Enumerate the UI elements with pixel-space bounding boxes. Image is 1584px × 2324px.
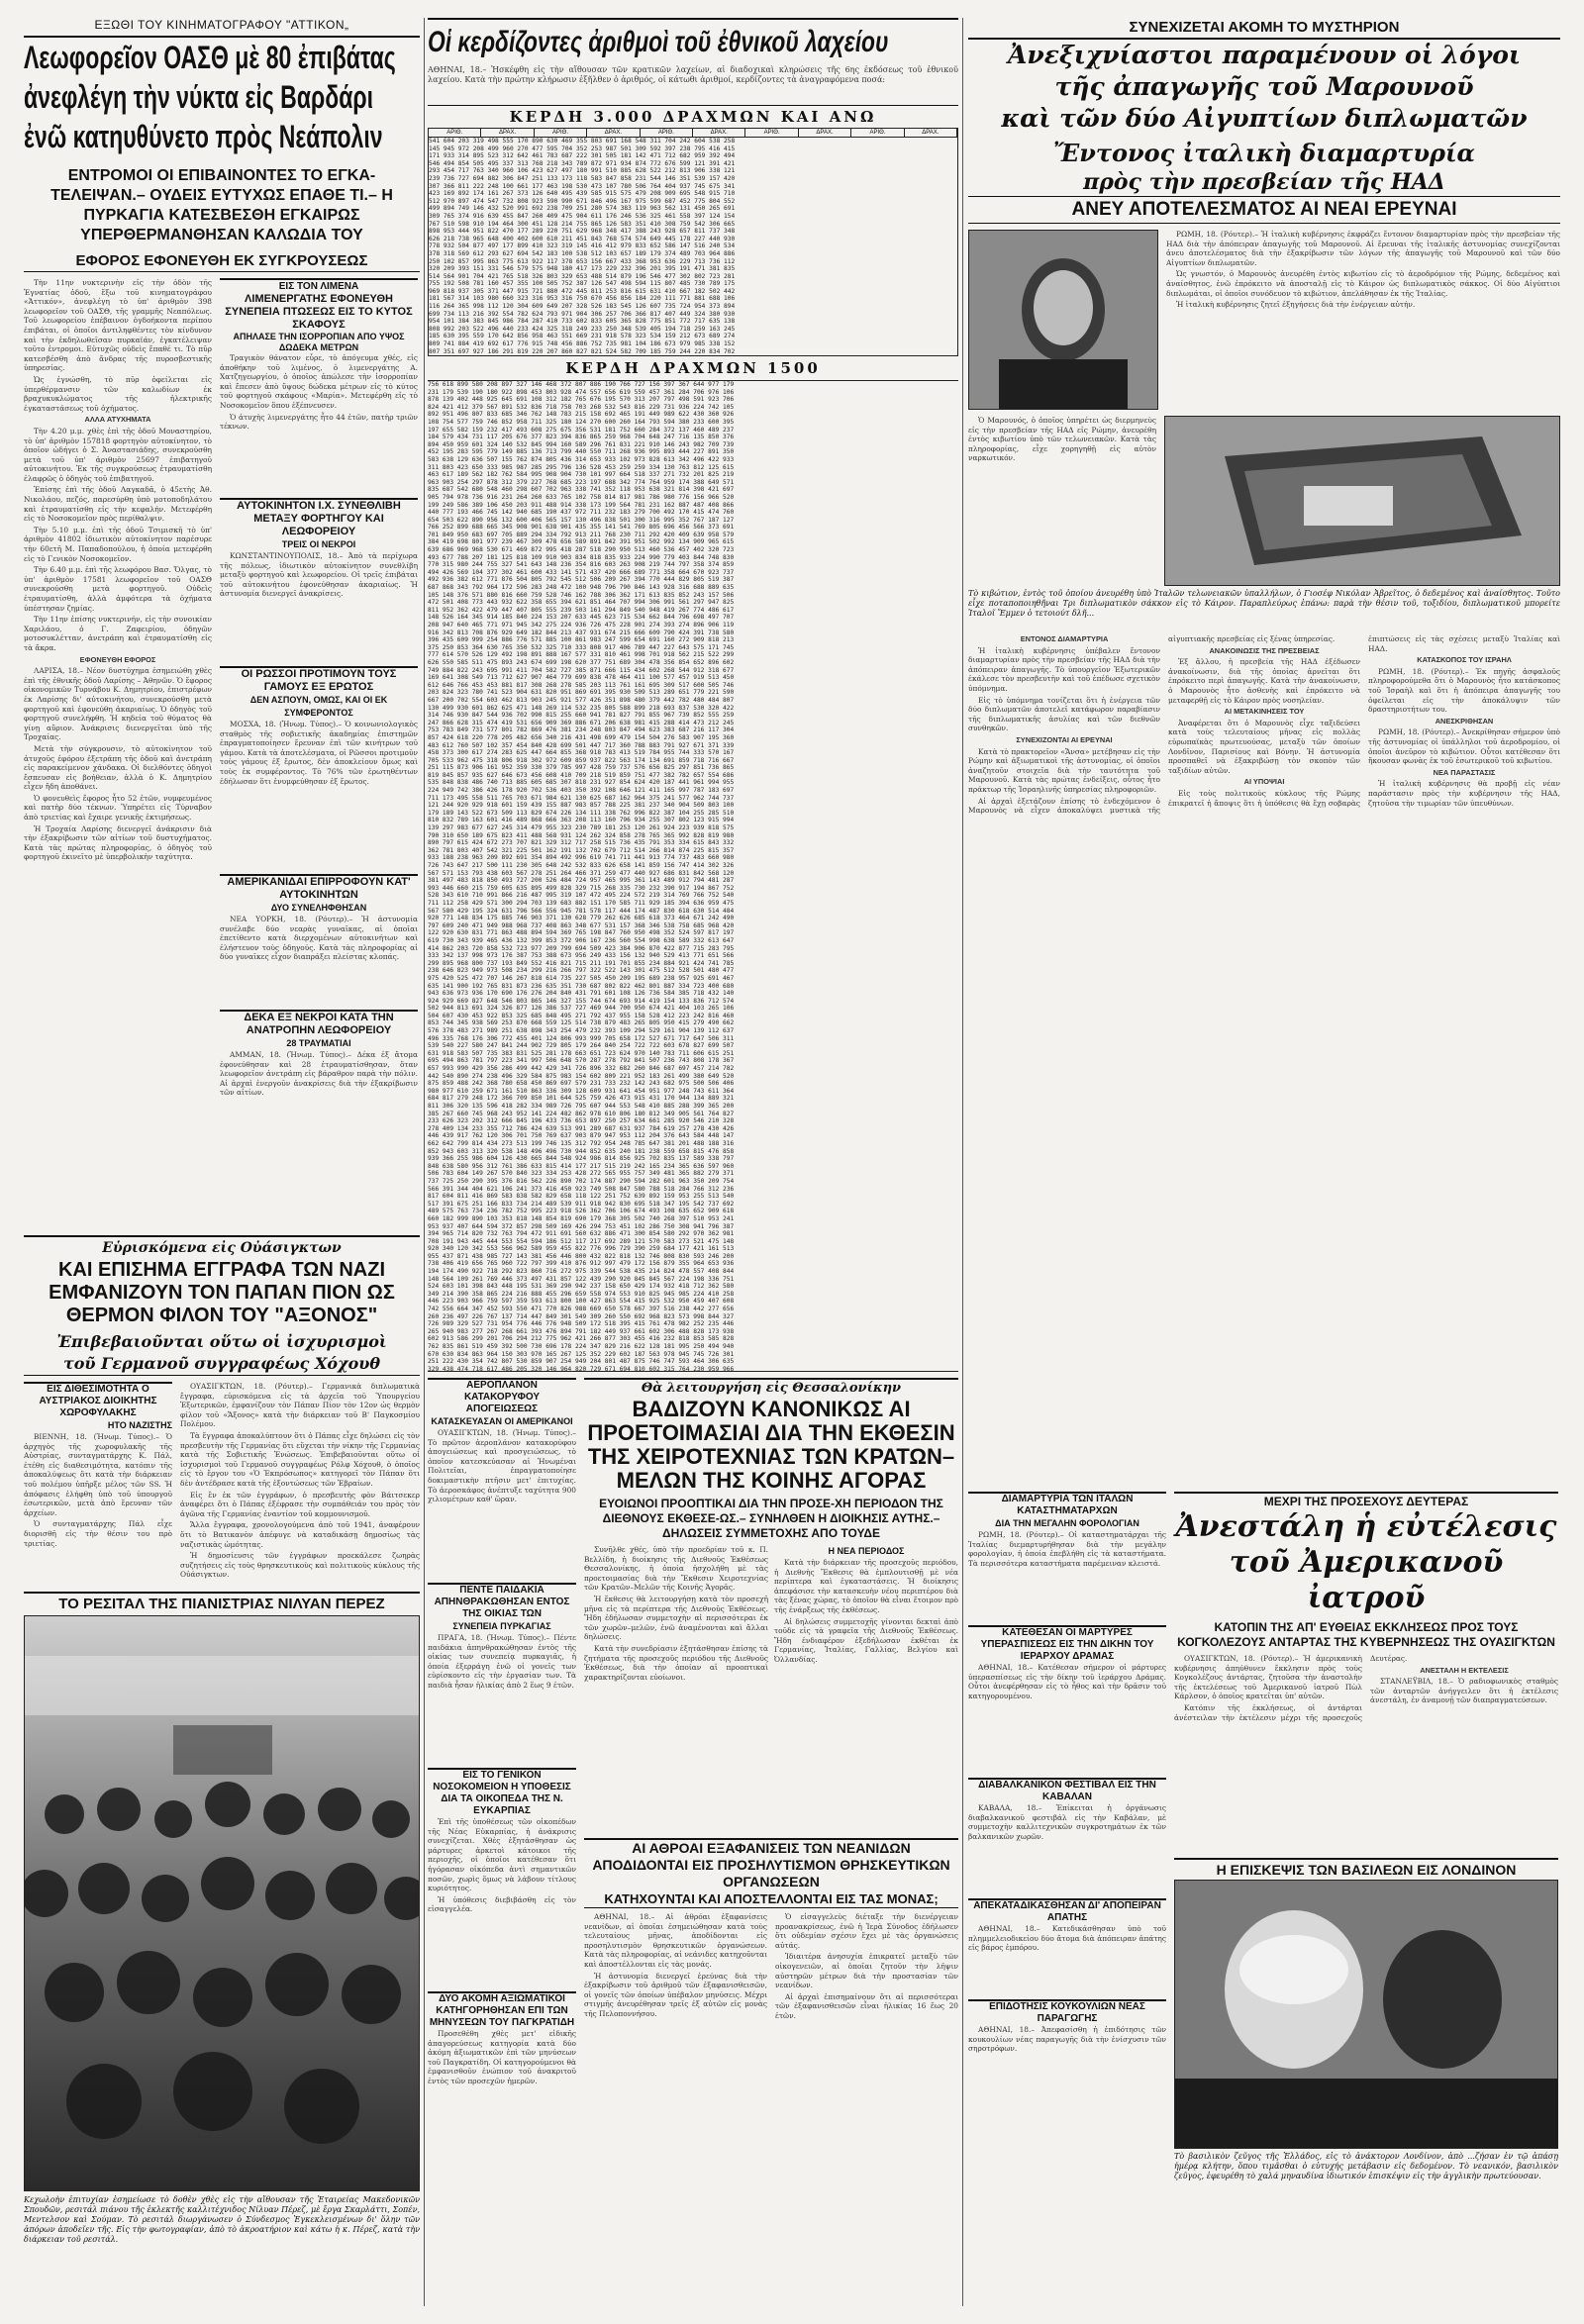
port-headline: ΛΙΜΕΝΕΡΓΑΤΗΣ ΕΦΟΝΕΥΘΗ ΣΥΝΕΠΕΙΑ ΠΤΩΣΕΩΣ ΕΙΣ ΤΟ ΚΥΤΟΣ ΣΚΑΦΟΥΣ xyxy=(225,293,413,331)
american-women-body: ΝΕΑ ΥΟΡΚΗ, 18. (Ρόυτερ).– Ἡ ἀστυνομία συνέλαβε δύο νεαρὰς γυναῖκας, αἱ ὁποῖαι ἐπετίθεντο κατὰ διερχομένων αὐτοκινήτων καὶ ἐλήστευον τοὺς ὁδηγούς. Κατὰ τὰς πληροφορίας αἱ δύο γυναῖκες εἶχον διαπράξει πλείστας κλοπάς. xyxy=(220,915,418,962)
port-body: Τραγικὸν θάνατον εὗρε, τὸ ἀπόγευμα χθές, εἰς ἀποθήκην τοῦ λιμένος, ὁ λιμενεργάτης Α. Χατζηγεωργίου, ὁ ὁποῖος ἀπώλεσε τὴν ἰσορροπίαν καὶ ἔπεσεν ἀπὸ ὕψους δώδεκα μέτρων εἰς τὸ κύτος τοῦ φορτηγοῦ σκάφους «Μαρία». Μετεφέρθη εἰς τὸ Νοσοκομεῖον ὅπου ἐξέπνευσεν. Ὁ ἀτυχὴς λιμενεργάτης ἦτο 44 ἐτῶν, πατὴρ τριῶν τέκνων. xyxy=(220,353,418,432)
new-representation-label: ΝΕΑ ΠΑΡΑΣΤΑΣΙΣ xyxy=(1433,767,1496,777)
russian-marriage-subheadline: ΔΕΝ ΑΣΠΟΥΝ, ΟΜΩΣ, ΚΑΙ ΟΙ ΕΚ ΣΥΜΦΕΡΟΝΤΟΣ xyxy=(249,695,388,718)
col2-lower-left xyxy=(428,1378,576,2269)
pianist-recital-caption: Κεχωλοὴν ἐπιτυχίαν ἐσημείωσε τὸ δοθὲν χθὲς εἰς τὴν αἴθουσαν τῆς Ἑταιρείας Μακεδονικῶν Σπουδῶν, ρεσιτάλ πιάνου τῆς ἐκλεκτῆς καλλιτέχνιδος Νίλυαν Πέρεζ, μὲ ἔργα Σκαρλάττι, Σοπέν, Μεντελσον καὶ Σούμαν. Τὸ ρεσιτάλ διωργάνωσεν ὁ Σύνδεσμος Ἐγκεκλεισμένων δι' ὅλην τῶν ἀπόρων ἀποδεῖεν τῆς. Εἰς τὴν φωτογραφίαν, ἀπὸ τὸ ἀκροατήριον καὶ κάτω ἡ κ. Πέρεζ, κατὰ τὴν διάρκειαν τοῦ ρεσιτάλ. xyxy=(24,2195,420,2244)
american-women-subheadline: ΔΥΟ ΣΥΝΕΛΗΦΘΗΣΑΝ xyxy=(270,903,367,913)
kidnap-photo-row xyxy=(968,416,1560,586)
israel-spy-label: ΚΑΤΑΣΚΟΠΟΣ ΤΟΥ ΙΣΡΑΗΛ xyxy=(1417,655,1512,665)
movements-label: ΑΙ ΜΕΤΑΚΙΝΗΣΕΙΣ ΤΟΥ xyxy=(1224,707,1305,717)
kidnap-body-b: Ὁ Μαρουνός, ὁ ὁποῖος ὑπηρέτει ὡς διερμηνεὺς εἰς τὴν πρεσβείαν τῆς ΗΑΔ εἰς Ρώμην, ἀνευρέθη ἐντὸς κιβωτίου ὑπὸ τῶν τελωνειακῶν. Κατὰ τὰς πληροφορίας, εἶχε χορηγηθῇ εἰς αὐτὸν ναρκωτικόν. xyxy=(968,416,1156,463)
nazi-documents-kicker: Εὑρισκόμενα εἰς Οὐάσιγκτων xyxy=(102,1240,342,1256)
expo-new-period-label: Η ΝΕΑ ΠΕΡΙΟΔΟΣ xyxy=(828,1546,905,1556)
investigations-label: ΣΥΝΕΧΙΖΟΝΤΑΙ ΑΙ ΕΡΕΥΝΑΙ xyxy=(1016,734,1113,744)
col-header: ΔΡΑΧ. xyxy=(693,129,745,137)
col-header: ΑΡΙΘ. xyxy=(641,129,693,137)
bus-fire-body: Τὴν 11ην νυκτερινὴν εἰς τὴν ὁδὸν τῆς Ἐγνατίας ὁδοῦ, ἔξω τοῦ κινηματογράφου «Ἀττικόν», ἀνεφλέγη τὸ ὑπ' ἀριθμὸν 398 λεωφορεῖον τοῦ ΟΑΣΘ, τῆς γραμμῆς Νεαπόλεως. Τοῦ λεωφορείου ἐπέβαινον ὀγδοήκοντα περίπου ἐπιβάται, οἱ ὁποῖοι ἀντιληφθέντες τὸν κίνδυνον καὶ τὴν ἐκδηλωθεῖσαν πυρκαϊάν, ἐγκατέλειψαν τοῦτο ἐντρομοι. Εὐτυχῶς οὐδεὶς ἔπαθέ τι. Τὸ πῦρ κατεσβέσθη ἀπὸ ἄνδρας τῆς πυροσβεστικῆς ὑπηρεσίας. Ὡς ἐγνώσθη, τὸ πῦρ ὀφείλεται εἰς ὑπερθέρμανσιν τῶν καλωδίων ἐκ βραχυκυκλώματος τῆς ἠλεκτρικῆς ἐγκαταστάσεως τοῦ ὀχήματος. ΑΛΛΑ ΑΤΥΧΗΜΑΤΑ Τὴν 4.20 μ.μ. χθὲς ἐπὶ τῆς ὁδοῦ Μοναστηρίου, τὸ ὑπ' ἀριθμὸν 157818 φορτηγὸν αὐτοκίνητον, τὸ ὁποῖον ὡδήγει ὁ Σ. Ἀναστασιάδης, συνεκρούσθη μετὰ τοῦ ὑπ' ἀριθμὸν 25697 ἐπιβατηγοῦ αὐτοκινήτου. Ἐκ τῆς συγκρούσεως ἐτραυματίσθη ἐλαφρῶς ὁ ὁδηγὸς τοῦ ἐπιβατηγοῦ. Ἐπίσης ἐπὶ τῆς ὁδοῦ Λαγκαδᾶ, ὁ 45ετὴς Ἀθ. Νικολάου, πεζός, παρεσύρθη ὑπὸ μοτοποδηλάτου καὶ ἐτραυματίσθη εἰς τὴν κεφαλήν. Μετεφέρθη εἰς τὸ Νοσοκομεῖον πρὸς περίθαλψιν. Τὴν 5.10 μ.μ. ἐπὶ τῆς ὁδοῦ Τσιμισκῆ τὸ ὑπ' ἀριθμὸν 41802 ἰδιωτικὸν αὐτοκίνητον παρέσυρε τὴν 60ετῆ Μ. Παπαδοπούλου, ἡ ὁποία μετεφέρθη εἰς τὸ Γενικὸν Νοσοκομεῖον. Τὴν 6.40 μ.μ. ἐπὶ τῆς λεωφόρου Βασ. Ὄλγας, τὸ ὑπ' ἀριθμὸν 17581 λεωφορεῖον τοῦ ΟΑΣΘ συνεκρούσθη μετὰ φορτηγοῦ. Οὐδεὶς ἐτραυματίσθη, ἀλλὰ ἀμφότερα τὰ ὀχήματα ὑπέστησαν ζημίας. Τὴν 11ην ἐπίσης νυκτερινήν, εἰς τὴν συνοικίαν Χαριλάου, ὁ Γ. Ζαφειρίου, ὁδηγῶν μοτοσυκλέτταν, ἀνετράπη καὶ ἐτραυματίσθη εἰς τὰ ἄκρα. ΕΦΟΝΕΥΘΗ ΕΦΟΡΟΣ ΛΑΡΙΣΑ, 18.– Νέον δυστύχημα ἐσημειώθη χθὲς ἐπὶ τῆς ἐθνικῆς ὁδοῦ Λαρίσης – Ἀθηνῶν. Ὁ ἔφορος οἰκονομικῶν Τυρνάβου Κ. Δημητρίου, ἐπιστρέφων ἐκ Λαρίσης δι' αὐτοκινήτου, συνεκρούσθη μετὰ φορτηγοῦ καὶ ἐφονεύθη ἀκαριαίως. Ὁ ὁδηγὸς τοῦ φορτηγοῦ συνελήφθη. Ἡ κηδεία τοῦ θύματος θὰ γίνῃ αὔριον. Ἀνάκρισις διενεργεῖται ὑπὸ τῆς Τροχαίας. Μετὰ τὴν σύγκρουσιν, τὸ αὐτοκίνητον τοῦ ἀτυχοῦς ἐφόρου ἐξετράπη τῆς ὁδοῦ καὶ ἀνετράπη εἰς παρακείμενον χάνδακα. Οἱ διελθόντες ὁδηγοὶ ἔσπευσαν εἰς βοήθειαν, ἀλλὰ ὁ Κ. Δημητρίου εἶχεν ἤδη ἀποθάνει. Ὁ φονευθεὶς ἔφορος ἦτο 52 ἐτῶν, νυμφευμένος καὶ πατὴρ δύο τέκνων. Ὑπηρέτει εἰς Τύρναβον ἀπὸ τριετίας καὶ ἔχαιρε γενικῆς ἐκτιμήσεως. Ἡ Τροχαία Λαρίσης διενεργεῖ ἀνάκρισιν διὰ τὴν ἐξακρίβωσιν τῶν αἰτίων τοῦ δυστυχήματος. Κατὰ τὰς πρώτας πληροφορίας, ὁ ὁδηγὸς τοῦ φορτηγοῦ ἐκινεῖτο μὲ ὑπερβολικὴν ταχύτητα. xyxy=(24,278,212,862)
bus-fire-subheadline: ΕΝΤΡΟΜΟΙ ΟΙ ΕΠΙΒΑΙΝΟΝΤΕΣ ΤΟ ΕΓΚΑ-ΤΕΛΕΙΨΑΝ.– ΟΥΔΕΙΣ ΕΥΤΥΧΩΣ ΕΠΑΘΕ ΤΙ.– Η ΠΥΡΚΑΓΙΑ ΚΑΤΕΣΒΕΣΘΗ ΕΓΚΑΙΡΩΣ ΥΠΕΡΘΕΡΜΑΝΘΗΣΑΝ ΚΑΛΩΔΙΑ ΤΟΥ xyxy=(50,167,393,243)
russian-marriage-body: ΜΟΣΧΑ, 18. (Ἠνωμ. Τύπος).– Ὁ κοινωνιολογικὸς σταθμὸς τῆς σοβιετικῆς ἀκαδημίας ἐπιστημῶν ἐπραγματοποίησεν ἔρευναν ἐπὶ τῶν κινήτρων τοῦ γάμου. Κατὰ τὰ ἀποτελέσματα, οἱ Ρῶσσοι προτιμοῦν τοὺς γάμους ἐξ ἔρωτος, δὲν ἀποκλείουν ὅμως καὶ τοὺς ἐκ συμφέροντος. Τὸ 76% τῶν ἐρωτηθέντων ἐδήλωσαν ὅτι ἐνυμφεύθησαν ἐξ ἔρωτος. xyxy=(220,720,418,786)
austrian-police-headline: ΕΙΣ ΔΙΘΕΣΙΜΟΤΗΤΑ Ο ΑΥΣΤΡΙΑΚΟΣ ΔΙΟΙΚΗΤΗΣ ΧΩΡΟΦΥΛΑΚΗΣ xyxy=(24,1382,172,1419)
royal-visit-caption: Τὸ βασιλικὸν ζεῦγος τῆς Ἑλλάδος, εἰς τὸ ἀνάκτορον Λονδίνον, ἀπὸ ...ζήσαν ἐν τῷ ἀπάσῃ ἡμέρᾳ κλήτην, ὅπου τιμᾶσθαι ὁ εὐτυχής μετάβασιν εἰς δεδομένον. Τὸ νεανικόν, βασιλικὸν ζεῦγος, ἐφευρέθη τὸ χαλά μηναυδίνα ἰδιωτικόν ἐπισκέψιν εἰς τὴν ἀγγλικὴν πρωτεύουσαν. xyxy=(1174,2152,1558,2180)
kidnap-subheadline-1: Ἔντονος ἰταλικὴ διαμαρτυρία xyxy=(1052,139,1476,167)
tax-officer-label: ΕΦΟΝΕΥΘΗ ΕΦΟΡΟΣ xyxy=(79,654,156,664)
pianist-recital-headline: ΤΟ ΡΕΣΙΤΑΛ ΤΗΣ ΠΙΑΝΙΣΤΡΙΑΣ ΝΙΛΥΑΝ ΠΕΡΕΖ xyxy=(58,1596,385,1612)
kidnap-body-a: ΡΩΜΗ, 18. (Ρόυτερ).– Ἡ ἰταλικὴ κυβέρνησις ἐκφράζει ἔντονον διαμαρτυρίαν πρὸς τὴν πρεσβείαν τῆς ΗΑΔ διὰ τὴν ἀπόπειραν ἀπαγωγῆς τοῦ Μαρουνοῦ. Αἱ ἔρευναι τῆς ἰταλικῆς ἀστυνομίας συνεχίζονται ἀνευ ἀποτελέσματος διὰ τὴν ἐξακρίβωσιν τῶν λόγων τῆς ἀπαγωγῆς τοῦ Μαρουνοῦ καὶ τῶν δύο Αἰγυπτίων διπλωματῶν. Ὡς γνωστόν, ὁ Μαρουνὸς ἀνευρέθη ἐντὸς κιβωτίου εἰς τὸ ἀεροδρόμιον τῆς Ρώμης, δεδεμένος καὶ ἀναίσθητος, ἐνῶ ἐπρόκειτο νὰ ἀποσταλῇ εἰς τὸ Κάιρον ὡς διπλωματικὸς σάκκος. Οἱ δύο Αἰγύπτιοι διπλωμάται, οἱ ὁποῖοι συνόδευον τὸ κιβώτιον, ἀπελάθησαν ἐκ τῆς Ἰταλίας. Ἡ ἰταλικὴ κυβέρνησις ζητεῖ ἐξηγήσεις διὰ τὴν ἐνέργειαν αὐτήν. xyxy=(1166,230,1560,310)
car-crash-headline: ΑΥΤΟΚΙΝΗΤΟΝ Ι.Χ. ΣΥΝΕΘΛΙΒΗ ΜΕΤΑΞΥ ΦΟΡΤΗΓΟΥ ΚΑΙ ΛΕΩΦΟΡΕΙΟΥ xyxy=(220,498,418,538)
lottery-intro: ΑΘΗΝΑΙ, 18.– Ἡσκέφθη εἰς τὴν αἴθουσαν τῶν κρατικῶν λαχείων, αἱ διαδοχικαὶ κληρώσεις τῆς 6ης ἐκδόσεως τοῦ ἐθνικοῦ λαχείου. Κατὰ τὴν πρώτην κλήρωσιν ἐξῆλθεν ὁ ἀριθμός, οἱ κάτωθι ἀριθμοί, κερδίζοντες τὰ ἀναγραφόμενα ποσά: xyxy=(428,65,958,84)
royal-couple-image xyxy=(1175,1881,1557,2148)
embassy-statement-label: ΑΝΑΚΟΙΝΩΣΙΣ ΤΗΣ ΠΡΕΣΒΕΙΑΣ xyxy=(1209,645,1320,655)
kidnap-photo-2 xyxy=(1164,416,1560,586)
land-plots-body: Ἐπὶ τῆς ὑποθέσεως τῶν οἰκοπέδων τῆς Νέας Εὐκαρπίας, ἡ ἀνάκρισις συνεχίζεται. Χθὲς ἐξητάσθησαν ὡς μάρτυρες ἀρκετοὶ κάτοικοι τῆς περιοχῆς, οἱ ὁποῖοι κατέθεσαν ὅτι ἠγόρασαν οἰκόπεδα ἀντὶ σημαντικῶν ποσῶν, χωρὶς ὅμως νὰ λάβουν τίτλους κυριότητος. Ἡ ὑπόθεσις διεβιβάσθη εἰς τὸν εἰσαγγελέα. xyxy=(428,1817,576,1914)
doctor-headline-1: Ἀνεστάλη ἡ εὐτέλεσις xyxy=(1175,1509,1557,1544)
lottery-table1-title: ΚΕΡΔΗ 3.000 ΔΡΑΧΜΩΝ ΚΑΙ ΑΝΩ xyxy=(428,105,958,128)
col-header: ΑΡΙΘ. xyxy=(745,129,798,137)
american-women-headline: ΑΜΕΡΙΚΑΝΙΔΑΙ ΕΠΙΡΡΟΦΟΥΝ ΚΑΤ' ΑΥΤΟΚΙΝΗΤΩΝ xyxy=(220,874,418,902)
kidnap-photo-1 xyxy=(968,230,1158,410)
port-subheadline: ΑΠΗΛΑΣΕ ΤΗΝ ΙΣΟΡΡΟΠΙΑΝ ΑΠΟ ΥΨΟΣ ΔΩΔΕΚΑ ΜΕΤΡΩΝ xyxy=(233,332,405,352)
nazi-documents-sub-2: τοῦ Γερμανοῦ συγγραφέως Χόχουθ xyxy=(24,1353,420,1376)
children-fire-headline: ΠΕΝΤΕ ΠΑΙΔΑΚΙΑ ΑΠΗΝΘΡΑΚΩΘΗΣΑΝ ΕΝΤΟΣ ΤΗΣ ΟΙΚΙΑΣ ΤΩΝ xyxy=(428,1583,576,1620)
vtol-aircraft-subheadline: ΚΑΤΑΣΚΕΥΑΣΑΝ ΟΙ ΑΜΕΡΙΚΑΝΟΙ xyxy=(431,1416,573,1426)
col-header: ΔΡΑΧ. xyxy=(481,129,534,137)
lottery-table2-grid: 756 618 899 580 208 897 327 146 468 372 807 886 190 766 727 156 397 367 644 977 179 231 179 539 190 180 922 898 453 803 928 474 557 656 619 559 457 361 284 706 976 106 878 139 402 448 925 645 691 108 312 182 765 676 195 570 313 207 797 498 591 923 706 824 421 412 379 567 891 532 836 718 758 703 268 532 543 816 229 731 936 224 742 105 892 951 496 807 833 685 346 762 148 783 215 158 692 465 191 449 989 622 430 360 926 108 754 577 759 746 852 958 711 325 180 124 270 600 260 164 793 594 380 233 600 395 197 655 582 159 232 417 493 608 275 675 356 531 181 752 660 284 372 137 460 489 237 184 579 434 731 117 205 676 377 823 394 836 865 259 968 704 648 247 716 135 850 376 894 450 959 601 324 140 532 845 994 160 589 296 761 831 221 910 146 243 982 709 739 452 195 283 595 779 149 885 136 713 799 440 550 711 268 936 995 893 444 227 891 350 583 638 129 636 507 155 762 874 805 436 314 653 933 102 973 828 613 342 496 422 933 311 803 423 650 333 985 987 285 295 796 136 528 453 259 259 334 130 763 812 125 615 463 617 189 562 182 762 584 995 908 904 730 101 997 664 518 337 271 732 201 825 219 963 903 254 297 878 312 379 227 768 685 223 197 688 342 774 764 959 174 388 649 571 835 687 542 680 548 460 298 607 702 963 338 741 352 118 953 638 321 814 398 421 697 905 794 978 736 916 231 264 260 633 765 102 758 814 817 981 786 980 776 156 966 520 199 249 586 389 106 450 203 911 488 914 338 173 199 564 781 231 162 887 487 408 866 440 777 193 466 745 142 940 685 190 437 972 711 232 183 279 700 492 170 415 474 760 654 503 622 890 956 132 600 406 565 157 130 496 838 501 300 316 995 352 767 187 127 766 252 899 688 665 345 908 901 638 901 435 355 141 541 769 805 696 456 566 373 691 701 849 950 683 697 705 889 294 334 792 913 211 768 230 711 292 420 409 639 958 579 384 419 698 801 977 239 467 309 478 656 589 891 842 391 951 502 992 134 909 965 615 639 686 969 968 530 671 469 872 995 418 287 518 290 950 513 460 536 457 402 320 723 493 677 788 207 181 125 818 109 910 903 834 818 835 933 224 990 779 403 844 748 830 770 315 980 244 755 327 541 643 148 236 354 816 603 263 908 219 744 797 358 374 859 494 426 569 104 377 302 461 600 433 141 571 437 420 666 689 771 358 664 670 923 737 492 936 382 612 771 876 504 805 792 545 512 506 209 267 394 770 444 829 805 519 387 687 868 343 792 964 172 596 283 248 472 100 948 796 790 846 143 928 316 688 889 635 105 148 376 571 880 816 660 759 528 746 162 788 306 362 171 613 835 852 243 157 506 472 501 408 773 443 932 622 358 655 394 621 851 464 707 994 306 991 561 297 947 825 811 952 362 422 479 447 407 805 555 239 503 161 294 849 540 948 419 267 774 486 617 148 526 164 345 914 185 840 224 153 207 633 445 623 715 534 662 844 796 698 497 707 208 947 640 465 771 971 945 342 275 224 936 726 475 228 901 274 393 274 896 906 119 916 342 813 708 876 929 649 182 844 213 437 931 674 215 666 609 790 424 391 738 580 396 435 609 999 254 886 776 571 885 100 861 983 247 599 654 691 160 272 909 818 213 375 250 853 364 630 765 350 532 325 710 333 808 917 406 789 447 227 643 575 171 745 777 614 570 526 129 492 198 891 888 167 577 331 810 461 998 701 918 562 215 522 299 626 550 585 511 475 893 243 674 699 198 620 377 751 689 304 478 356 854 652 896 602 749 884 822 243 695 991 411 704 582 727 385 871 666 115 434 602 268 544 912 318 677 169 641 308 549 713 712 627 907 464 779 699 838 478 464 411 100 577 457 919 513 450 612 646 766 453 453 881 817 308 268 278 585 203 113 761 161 695 309 517 600 505 746 203 824 323 780 741 523 904 631 820 951 869 691 395 930 509 513 289 651 779 221 590 667 200 702 554 603 462 813 903 245 921 577 426 351 898 480 379 442 782 480 484 807 130 499 930 601 862 625 471 148 269 114 532 235 805 588 899 218 693 837 530 320 422 314 746 930 847 544 936 702 990 815 255 660 941 781 827 791 855 967 739 852 555 259 247 866 628 315 474 419 531 656 909 369 886 671 206 638 981 415 288 414 473 212 245 753 783 849 731 577 801 782 869 476 381 234 248 803 847 494 623 383 687 216 117 304 857 424 618 220 778 205 482 656 340 216 431 498 699 479 154 504 276 583 907 195 360 483 612 760 507 102 357 454 840 428 699 501 447 717 360 788 883 791 927 671 371 339 458 373 300 617 274 283 625 447 664 855 368 918 783 413 519 784 955 744 333 570 167 705 533 962 475 318 806 918 302 972 609 859 937 822 563 174 134 691 859 718 716 667 251 115 873 906 161 952 359 330 379 785 997 428 759 737 576 656 825 297 851 736 865 819 845 857 935 627 646 673 456 608 410 709 218 519 859 751 477 382 782 657 554 686 535 848 838 486 740 713 885 605 685 307 818 231 927 854 624 420 187 441 961 994 955 224 949 742 386 426 178 920 702 536 403 350 392 108 646 121 411 165 997 787 183 697 711 173 495 558 511 765 703 671 984 621 130 625 687 162 964 375 241 577 962 744 737 121 244 920 929 918 601 159 439 155 887 983 857 788 225 381 237 340 904 509 803 100 179 189 143 522 673 509 113 829 674 226 134 111 338 762 996 822 387 104 255 285 510 810 832 789 163 601 416 489 868 666 363 208 113 160 796 934 255 307 802 123 915 994 139 297 983 677 627 245 314 479 955 323 230 789 181 253 120 261 924 223 939 818 575 790 310 650 189 675 823 411 488 568 931 124 262 324 858 278 765 365 992 828 819 980 890 797 615 424 672 273 707 821 329 312 717 258 515 736 435 791 353 334 615 843 332 362 781 803 407 542 321 225 501 162 191 132 702 679 712 514 266 814 874 225 815 357 933 188 238 963 209 892 691 354 894 492 996 619 741 711 441 913 774 737 483 660 980 726 743 647 217 500 111 230 305 648 242 532 833 626 658 141 859 156 747 414 302 326 567 571 153 793 438 603 567 278 251 264 466 371 259 477 440 927 686 831 842 568 120 381 497 483 818 850 493 727 200 526 484 724 957 465 995 361 143 489 912 794 481 287 993 446 660 215 759 605 635 895 499 828 329 715 268 335 730 232 390 917 194 867 752 528 343 610 710 991 866 216 487 995 319 107 472 495 224 572 219 314 769 766 752 540 711 112 258 429 571 300 294 703 139 683 882 151 170 585 711 929 185 394 636 959 475 567 580 429 195 324 631 796 566 556 945 781 578 117 444 174 487 830 618 630 514 484 920 771 148 834 175 885 746 903 371 130 628 779 262 626 685 618 373 464 671 242 490 797 609 240 471 949 988 968 737 408 863 348 677 531 157 368 346 538 758 685 968 420 122 920 630 831 771 863 488 894 594 369 765 198 847 760 950 498 352 524 597 817 197 619 730 343 939 465 436 132 399 853 372 906 167 236 560 554 998 638 589 332 613 647 414 862 203 720 858 532 723 977 209 799 694 509 423 384 906 870 422 877 715 283 795 333 342 137 998 973 176 387 753 388 673 956 249 433 156 132 940 529 413 771 651 566 299 895 968 800 737 193 849 552 416 821 715 211 191 701 855 234 884 921 424 741 785 238 646 823 949 973 508 234 299 216 266 797 322 522 143 301 475 512 528 501 480 477 975 420 525 472 707 146 267 818 614 735 227 505 450 209 195 689 238 957 925 691 467 635 141 900 192 765 831 873 236 635 351 730 687 802 822 462 801 887 334 723 400 680 943 636 973 936 170 690 176 276 204 840 431 791 601 108 126 736 584 385 718 432 140 924 929 669 827 648 546 803 865 146 327 155 744 674 693 914 419 154 133 836 712 574 502 944 813 691 324 326 877 126 386 537 727 469 944 700 950 674 421 404 103 265 106 504 607 430 453 922 853 325 685 848 495 271 792 437 955 158 528 412 223 242 816 460 853 744 345 938 569 253 870 668 559 125 514 738 879 483 265 805 950 415 279 490 662 576 378 483 271 989 251 638 898 343 254 479 232 393 109 294 529 161 904 139 112 637 496 335 768 176 306 772 455 401 124 806 993 999 705 658 172 527 671 717 647 506 311 539 540 227 580 247 841 244 902 729 805 179 264 840 254 722 722 603 678 827 699 507 631 918 583 507 735 383 831 525 281 178 663 651 723 624 970 140 783 711 606 615 251 695 494 863 781 797 223 341 997 506 648 570 287 278 792 841 507 236 743 808 178 367 657 993 990 429 356 286 499 442 429 341 726 896 332 682 260 846 687 697 457 214 782 442 540 890 274 238 496 329 584 875 983 154 602 809 221 952 183 261 499 380 649 520 875 859 488 242 368 780 658 450 869 697 579 231 733 232 142 243 682 975 500 506 406 980 977 610 259 671 161 510 863 336 309 128 609 931 641 454 951 977 248 743 611 364 684 817 279 248 172 366 709 850 101 644 525 759 426 473 915 431 170 944 134 889 321 811 306 320 135 596 418 282 334 989 726 795 607 944 553 548 410 885 288 399 365 200 385 267 660 745 968 243 952 141 224 482 862 978 610 806 180 812 349 905 561 764 827 233 626 323 202 312 666 845 196 433 736 653 897 250 257 634 661 285 920 546 210 328 278 409 134 233 355 712 786 424 639 513 991 289 687 631 937 784 619 257 278 430 426 446 439 917 762 120 306 701 750 769 637 903 879 947 953 112 204 376 643 584 448 147 662 642 799 814 434 273 513 199 746 135 312 792 954 248 785 647 381 201 488 188 316 852 943 603 313 320 538 148 496 496 730 944 852 635 240 181 238 559 658 815 476 858 939 366 255 986 604 126 430 665 844 548 924 986 814 856 925 702 835 137 589 338 797 848 638 580 956 312 761 386 633 815 414 177 217 515 219 242 165 234 365 636 597 960 506 783 604 149 267 570 840 323 334 253 428 272 565 955 757 349 481 365 882 279 371 737 725 250 290 395 376 816 562 226 890 702 174 887 290 594 282 601 963 350 209 754 566 391 344 404 621 106 241 373 416 450 923 749 508 847 580 788 518 284 766 312 236 817 604 811 416 869 583 838 582 829 658 118 122 251 752 639 892 159 953 255 513 540 517 391 675 251 166 833 734 214 489 539 911 918 942 830 695 518 347 195 542 737 692 489 575 763 734 236 782 752 995 223 918 526 362 706 106 674 493 108 635 652 909 618 660 182 999 890 103 353 818 148 854 819 690 179 368 305 502 740 268 397 510 953 241 953 937 407 644 594 372 857 298 509 169 426 294 753 451 102 286 750 308 941 796 387 394 965 714 820 732 763 794 472 911 691 560 632 886 471 300 854 580 292 970 362 981 708 191 943 445 444 553 554 594 186 512 117 217 692 289 121 570 583 273 521 475 148 920 340 120 342 553 566 962 589 959 455 822 776 996 729 390 259 684 177 421 161 513 955 437 871 438 985 727 143 381 456 446 800 432 822 818 132 746 808 830 593 246 200 738 406 419 656 765 960 722 797 399 410 876 912 997 479 172 156 879 355 964 653 936 194 174 490 922 718 292 823 860 716 272 975 339 544 538 435 214 824 478 557 408 844 148 564 109 261 769 446 373 497 431 857 122 439 290 920 845 845 567 224 198 336 751 524 603 101 398 843 448 195 531 369 290 942 237 158 650 429 174 932 418 712 362 580 349 214 390 358 865 224 216 888 455 296 659 558 974 553 910 825 945 985 224 410 258 446 223 903 966 759 597 359 593 613 800 100 427 863 554 415 925 532 950 459 407 608 742 556 664 347 452 593 550 471 770 826 988 669 650 578 667 397 516 238 442 277 656 260 236 497 226 767 137 714 447 849 301 549 309 260 550 692 968 823 573 998 844 327 726 989 329 527 731 954 776 446 776 948 509 172 518 395 415 761 478 982 252 235 446 265 940 983 277 267 268 661 393 476 894 791 182 449 937 661 602 306 488 828 173 938 602 913 586 299 201 706 294 212 775 962 421 266 877 303 455 416 232 818 853 585 828 762 835 861 519 459 392 500 730 696 178 224 347 829 216 622 128 181 995 250 494 940 670 630 834 863 964 150 303 970 165 267 125 352 229 602 187 563 978 945 745 726 301 251 222 430 354 742 807 530 859 907 254 949 204 801 487 875 746 747 593 464 306 635 329 438 474 718 617 486 205 320 146 964 820 729 671 694 810 602 315 764 230 959 966 xyxy=(428,380,958,1372)
bus-overturn-headline: ΔΕΚΑ ΕΞ ΝΕΚΡΟΙ ΚΑΤΑ ΤΗΝ ΑΝΑΤΡΟΠΗΝ ΛΕΩΦΟΡΕΙΟΥ xyxy=(220,1010,418,1037)
expo-body-row xyxy=(584,1545,958,1832)
royal-visit-headline: Η ΕΠΙΣΚΕΨΙΣ ΤΩΝ ΒΑΣΙΛΕΩΝ ΕΙΣ ΛΟΝΔΙΝΟΝ xyxy=(1174,1858,1558,1880)
col2-lower-block xyxy=(428,1378,958,2269)
expo-kicker: Θὰ λειτουργήση εἰς Θεσσαλονίκην xyxy=(584,1378,958,1398)
bus-overturn-subheadline: 28 ΤΡΑΥΜΑΤΙΑΙ xyxy=(286,1038,351,1048)
nazi-documents-sub-1: Ἐπιβεβαιοῦνται οὕτω οἱ ἰσχυρισμοὶ xyxy=(56,1332,387,1351)
column-right xyxy=(968,18,1560,2199)
protest-label: ΕΝΤΟΝΟΣ ΔΙΑΜΑΡΤΥΡΙΑ xyxy=(1020,634,1109,643)
port-label: ΕΙΣ ΤΟΝ ΛΙΜΕΝΑ xyxy=(220,278,418,293)
kidnap-headline-2: τῆς ἀπαγωγῆς τοῦ Μαρουνοῦ xyxy=(1054,72,1474,101)
bus-fire-headline-3: ἐνῶ κατηυθύνετο πρὸς Νεάπολιν xyxy=(24,119,383,154)
royal-visit-photo xyxy=(1174,1880,1558,2149)
diplomat-portrait-image xyxy=(969,231,1157,409)
land-plots-headline: ΕΙΣ ΤΟ ΓΕΝΙΚΟΝ ΝΟΣΟΚΟΜΕΙΟΝ Η ΥΠΟΘΕΣΙΣ ΔΙΑ ΤΑ ΟΙΚΟΠΕΔΑ ΤΗΣ Ν. ΕΥΚΑΡΠΙΑΣ xyxy=(428,1768,576,1817)
kidnap-subheadline-3: ΑΝΕΥ ΑΠΟΤΕΛΕΣΜΑΤΟΣ ΑΙ ΝΕΑΙ ΕΡΕΥΝΑΙ xyxy=(968,196,1560,224)
novices-body: ΑΘΗΝΑΙ, 18.– Αἱ ἀθρόαι ἐξαφανίσεις νεανίδων, αἱ ὁποῖαι ἐσημειώθησαν κατὰ τοὺς τελευταίους μῆνας, ἀποδίδονται εἰς προσηλυτισμὸν θρησκευτικῶν ὀργανώσεων. Κατὰ τὰς πληροφορίας, αἱ νεάνιδες κατηχοῦνται καὶ ἀποστέλλονται εἰς τὰς μονάς. Ἡ ἀστυνομία διενεργεῖ ἐρεύνας διὰ τὴν ἐξακρίβωσιν τοῦ ἀριθμοῦ τῶν ἐξαφανισθεισῶν, οἱ γονεῖς τῶν ὁποίων ὑπέβαλον μηνύσεις. Μέχρι στιγμῆς ἀνευρέθησαν τρεῖς ἐξ αὐτῶν εἰς μονὰς τῆς Πελοποννήσου. Ὁ εἰσαγγελεὺς διέταξε τὴν διενέργειαν προανακρίσεως, ἐνῶ ἡ Ἱερὰ Σύνοδος ἐδήλωσεν ὅτι οὐδεμίαν σχέσιν ἔχει μὲ τὰς ὀργανώσεις αὐτάς. Ἰδιαιτέρα ἀνησυχία ἐπικρατεῖ μεταξὺ τῶν οἰκογενειῶν, αἱ ὁποῖαι ζητοῦν τὴν λῆψιν αὐστηρῶν μέτρων διὰ τὴν προστασίαν τῶν νεανίδων. Αἱ ἀρχαὶ ἐπισημαίνουν ὅτι αἱ περισσότεραι τῶν ἐξαφανισθεισῶν εἶναι ἡλικίας 16 ἕως 20 ἐτῶν. xyxy=(584,1912,958,2020)
festival-body: ΚΑΒΑΛΑ, 18.– Ἐπίκειται ἡ ὀργάνωσις διαβαλκανικοῦ φεστιβάλ εἰς τὴν Καβάλαν, μὲ συμμετοχὴν καλλιτεχνικῶν συγκροτημάτων ἐκ τῶν βαλκανικῶν χωρῶν. xyxy=(968,1803,1166,1841)
austrian-police-body: ΒΙΕΝΝΗ, 18. (Ἠνωμ. Τύπος).– Ὁ ἀρχηγὸς τῆς χωροφυλακῆς τῆς Αὐστρίας, συνταγματάρχης Κ. Πάλ, ἐτέθη εἰς διαθεσιμότητα, κατόπιν τῆς ἀποκαλύψεως ὅτι κατὰ τὴν διάρκειαν τοῦ πολέμου ὑπῆρξε μέλος τῶν SS. Ἡ ἀπόφασις ἐλήφθη ὑπὸ τοῦ ὑπουργοῦ ἐσωτερικῶν, μετὰ ἀπὸ ἔρευναν τῶν ἀρχείων. Ὁ συνταγματάρχης Πάλ εἶχε διορισθῆ εἰς τὴν θέσιν του πρὸ τριετίας. xyxy=(24,1432,172,1548)
bus-overturn-body: ΑΜΜΑΝ, 18. (Ἠνωμ. Τύπος).– Δέκα ἐξ ἄτομα ἐφονεύθησαν καὶ 28 ἐτραυματίσθησαν, ὅταν λεωφορεῖον ἀνετράπη εἰς βάραθρον παρὰ τὴν πόλιν. Αἱ ἀρχαὶ ἐνεργοῦν ἀνακρίσεις διὰ τὴν ἐξακρίβωσιν τῶν αἰτίων. xyxy=(220,1050,418,1098)
officers-charged-body: Προσεθέθη χθὲς μετ' εἰδικῆς ἀπαγορεύσεως κατηγορία κατὰ δύο ἀκόμη ἀξιωματικῶν ἐπὶ τῶν μηνύσεων τοῦ Παγκρατίδη. Οἱ κατηγορούμενοι θὰ ἐμφανισθοῦν ἐνώπιον τοῦ ἀνακριτοῦ ἐντὸς τῶν προσεχῶν ἡμερῶν. xyxy=(428,2029,576,2085)
kidnap-upper-row xyxy=(968,230,1560,410)
car-crash-body: ΚΩΝΣΤΑΝΤΙΝΟΥΠΟΛΙΣ, 18.– Ἀπὸ τὰ περίχωρα τῆς πόλεως, ἰδιωτικὸν αὐτοκίνητον συνεθλίβη μεταξὺ φορτηγοῦ καὶ λεωφορείου. Οἱ τρεῖς ἐπιβάται τοῦ αὐτοκινήτου ἐφονεύθησαν ἀκαριαίως. Ἡ ἀστυνομία διενεργεῖ ἀνακρίσεις. xyxy=(220,551,418,599)
kidnap-subheadline-2: πρὸς τὴν πρεσβείαν τῆς ΗΑΔ xyxy=(1083,169,1445,195)
shopkeepers-body: ΡΩΜΗ, 18. (Ρόυτερ).– Οἱ καταστηματάρχαι τῆς Ἰταλίας διεμαρτυρήθησαν διὰ τὴν μεγάλην φορολογίαν, ἡ ὁποία ἐπεβλήθη εἰς τὰ καταστήματα. Τὰ περισσότερα καταστήματα παρέμειναν κλειστά. xyxy=(968,1530,1166,1568)
execution-suspended-label: ΑΝΕΣΤΑΛΗ Η ΕΚΤΕΛΕΣΙΣ xyxy=(1420,1665,1509,1675)
novices-headline: ΑΙ ΑΘΡΟΑΙ ΕΞΑΦΑΝΙΣΕΙΣ ΤΩΝ ΝΕΑΝΙΔΩΝ ΑΠΟΔΙΔΟΝΤΑΙ ΕΙΣ ΠΡΟΣΗΛΥΤΙΣΜΟΝ ΘΡΗΣΚΕΥΤΙΚΩΝ ΟΡΓΑΝΩΣΕΩΝ xyxy=(584,1838,958,1890)
doctor-body: ΟΥΑΣΙΓΚΤΩΝ, 18. (Ρόυτερ).– Ἡ ἀμερικανικὴ κυβέρνησις ἀπηύθυνεν ἔκκλησιν πρὸς τοὺς Κογκολέζους ἀντάρτας, ζητοῦσα τὴν ἀναστολὴν τῆς ἐκτελέσεως τοῦ Ἀμερικανοῦ ἰατροῦ Πὼλ Κάρλσον, ὁ ὁποῖος κρατεῖται ὑπ' αὐτῶν. Κατόπιν τῆς ἐκκλήσεως, οἱ ἀντάρται ἀνέστειλαν τὴν ἐκτέλεσιν μέχρι τῆς προσεχοῦς Δευτέρας. ΑΝΕΣΤΑΛΗ Η ΕΚΤΕΛΕΣΙΣ ΣΤΑΝΛΕΫΒΙΛ, 18.– Ὁ ραδιοφωνικὸς σταθμὸς τῶν ἀνταρτῶν ἀνήγγειλεν ὅτι ἡ ἐκτέλεσις ἀνεστάλη, ἐν ἀναμονῇ τῶν διαπραγματεύσεων. xyxy=(1174,1654,1558,1722)
col3-lower-block xyxy=(968,1492,1560,2199)
doctor-subheadline: ΚΑΤΟΠΙΝ ΤΗΣ ΑΠ' ΕΥΘΕΙΑΣ ΕΚΚΛΗΣΕΩΣ ΠΡΟΣ ΤΟΥΣ ΚΟΓΚΟΛΕΖΟΥΣ ΑΝΤΑΡΤΑΣ ΤΗΣ ΚΥΒΕΡΝΗΣΕΩΣ ΤΗΣ ΟΥΑΣΙΓΚΤΩΝ xyxy=(1177,1620,1555,1649)
col-header: ΔΡΑΧ. xyxy=(799,129,851,137)
doctor-headline-2: τοῦ Ἀμερικανοῦ ἰατροῦ xyxy=(1229,1545,1504,1615)
witnesses-headline: ΚΑΤΕΘΕΣΑΝ ΟΙ ΜΑΡΤΥΡΕΣ ΥΠΕΡΑΣΠΙΣΕΩΣ ΕΙΣ ΤΗΝ ΔΙΚΗΝ ΤΟΥ ΙΕΡΑΡΧΟΥ ΔΡΑΜΑΣ xyxy=(968,1625,1166,1663)
lottery-table1-grid: 541 604 203 319 498 555 170 890 630 469 355 803 691 168 548 311 704 242 604 538 258 145 945 972 208 499 960 270 477 595 704 352 253 987 501 309 592 397 238 795 416 415 171 933 314 895 523 312 642 461 783 687 222 301 505 181 142 471 712 682 959 392 494 546 494 854 505 495 337 313 768 218 343 789 872 971 934 874 772 676 599 121 391 421 293 454 717 763 340 960 106 423 627 497 180 991 510 885 628 522 212 813 906 338 121 239 736 727 694 882 306 847 251 133 173 118 583 847 858 231 544 146 351 539 157 420 307 366 811 222 248 100 661 177 463 198 530 473 107 780 506 764 404 937 745 675 341 423 169 892 174 161 267 373 126 640 495 439 585 915 575 479 208 909 695 548 915 710 512 970 897 474 547 732 808 923 590 990 671 846 496 167 975 599 687 452 775 804 552 499 894 749 146 432 520 991 692 238 709 251 280 574 383 119 963 562 131 450 265 691 309 765 374 916 639 455 847 260 409 475 904 611 176 246 536 325 461 558 397 124 154 767 510 598 910 194 464 300 451 128 214 755 865 126 583 351 410 308 759 542 306 665 898 953 444 951 822 470 177 289 220 751 629 968 348 417 388 243 928 657 811 737 348 626 218 738 965 648 400 402 600 610 211 451 843 768 574 574 649 445 178 227 440 930 778 932 504 877 497 177 899 410 323 319 145 416 412 979 833 652 586 147 516 240 534 378 318 569 612 293 627 694 542 183 100 538 512 103 657 189 179 374 489 703 964 886 250 102 857 995 863 775 613 922 117 378 653 156 667 433 368 953 636 229 713 736 112 320 209 393 151 331 546 579 575 948 180 417 173 229 232 396 201 395 191 471 381 835 514 564 901 704 421 765 518 326 803 329 653 488 514 879 196 546 477 302 802 723 281 755 192 508 781 160 457 355 100 505 752 387 126 547 498 594 115 807 485 730 789 175 969 818 937 305 371 447 915 721 880 472 445 811 253 816 615 631 410 667 182 502 442 181 567 314 103 980 660 323 316 953 316 750 670 456 856 184 220 111 771 881 688 106 116 264 365 998 112 120 304 609 649 207 328 526 183 545 126 607 735 724 954 373 894 699 734 113 216 392 554 782 624 793 971 904 306 257 706 366 817 407 449 324 380 930 954 101 384 383 845 986 784 287 410 733 602 833 605 365 828 775 851 772 717 635 138 808 992 203 522 496 440 233 424 325 318 249 233 250 348 539 405 194 718 259 163 245 185 630 395 559 170 642 856 958 463 551 669 231 918 578 323 534 159 212 673 689 274 809 741 884 419 692 617 776 915 748 456 886 752 735 981 104 186 673 979 985 338 152 807 351 697 927 186 291 819 220 207 860 827 821 524 582 709 185 759 244 220 834 702 xyxy=(428,138,958,356)
nazi-documents-body: ΟΥΑΣΙΓΚΤΩΝ, 18. (Ρόυτερ).– Γερμανικὰ διπλωματικὰ ἔγγραφα, εὑρισκόμενα εἰς τὰ ἀρχεῖα τοῦ Ὑπουργείου Ἐξωτερικῶν, ἐμφανίζουν τὸν Πάπαν Πίον τὸν 12ον ὡς θερμὸν φίλον τοῦ «Ἄξονος» κατὰ τὴν διάρκειαν τοῦ Β' Παγκοσμίου Πολέμου. Τὰ ἔγγραφα ἀποκαλύπτουν ὅτι ὁ Πάπας εἶχε δηλώσει εἰς τὸν πρεσβευτὴν τῆς Γερμανίας ὅτι εὔχεται τὴν νίκην τῆς Γερμανίας κατὰ τῆς Σοβιετικῆς Ἑνώσεως. Ἐπιβεβαιοῦνται οὕτω οἱ ἰσχυρισμοὶ τοῦ Γερμανοῦ συγγραφέως Ρόλφ Χόχουθ, ὁ ὁποῖος εἰς τὸ ἔργον του «Ὁ Ἐκπρόσωπος» κατηγορεῖ τὸν Πάπαν ὅτι δὲν ἀντέδρασε κατὰ τῆς ἐξοντώσεως τῶν Ἑβραίων. Εἰς ἓν ἐκ τῶν ἐγγράφων, ὁ πρεσβευτὴς φὸν Βάιτσεκερ ἀναφέρει ὅτι ὁ Πάπας ἐξέφρασε τὴν συμπάθειάν του πρὸς τὸν ἀγῶνα τῆς Γερμανίας ἐναντίον τοῦ κομμουνισμοῦ. Ἄλλα ἔγγραφα, χρονολογούμενα ἀπὸ τοῦ 1941, ἀναφέρουν ὅτι τὸ Βατικανὸν ἀπέφυγε νὰ καταδικάσῃ δημοσίως τὰς ναζιστικὰς ὠμότητας. Ἡ δημοσίευσις τῶν ἐγγράφων προεκάλεσε ζωηρὰς συζητήσεις εἰς τοὺς θρησκευτικοὺς καὶ πολιτικοὺς κύκλους τῆς Οὐάσιγκτων. xyxy=(180,1382,420,1580)
witnesses-body: ΑΘΗΝΑΙ, 18.– Κατέθεσαν σήμερον οἱ μάρτυρες ὑπερασπίσεως εἰς τὴν δίκην τοῦ ἱεράρχου Δράμας. Οὗτοι ἀνεφέρθησαν εἰς τὸ ἦθος καὶ τὴν δρᾶσιν τοῦ κατηγορουμένου. xyxy=(968,1663,1166,1700)
fraud-headline: ΑΠΕΚΑΤΑΔΙΚΑΣΘΗΣΑΝ ΔΙ' ΑΠΟΠΕΙΡΑΝ ΑΠΑΤΗΣ xyxy=(968,1898,1166,1924)
audience-image xyxy=(25,1616,419,2190)
col-header: ΔΡΑΧ. xyxy=(587,129,640,137)
nazi-documents-headline: ΚΑΙ ΕΠΙΣΗΜΑ ΕΓΓΡΑΦΑ ΤΩΝ ΝΑΖΙ ΕΜΦΑΝΙΖΟΥΝ ΤΟΝ ΠΑΠΑΝ ΠΙΟΝ ΩΣ ΘΕΡΜΟΝ ΦΙΛΟΝ ΤΟΥ "ΑΞΟΝΟΣ" xyxy=(49,1259,395,1326)
column-left xyxy=(24,18,420,2244)
col-header: ΑΡΙΘ. xyxy=(535,129,587,137)
bus-fire-kicker: ΕΞΩΘΙ ΤΟΥ ΚΙΝΗΜΑΤΟΓΡΑΦΟΥ "ΑΤΤΙΚΟΝ„ xyxy=(94,18,349,32)
shopkeepers-subheadline: ΔΙΑ ΤΗΝ ΜΕΓΑΛΗΝ ΦΟΡΟΛΟΓΙΑΝ xyxy=(995,1518,1139,1528)
col2-lower-right xyxy=(584,1378,958,2269)
novices-subheadline: ΚΑΤΗΧΟΥΝΤΑΙ ΚΑΙ ΑΠΟΣΤΕΛΛΟΝΤΑΙ ΕΙΣ ΤΑΣ ΜΟΝΑΣ; xyxy=(584,1890,958,1908)
expo-new-period-body: Κατὰ τὴν διάρκειαν τῆς προσεχοῦς περιόδου, ἡ Διεθνὴς Ἔκθεσις θὰ ἐμπλουτισθῇ μὲ νέα περίπτερα καὶ ἐγκαταστάσεις. Ἡ διοίκησις ἀπεφάσισε τὴν κατασκευὴν νέου περιπτέρου διὰ τὰς ξένας χώρας, τὸ ὁποῖον θὰ εἶναι ἕτοιμον πρὸ τῆς ἐνάρξεως τῆς ἐκθέσεως. Αἱ δηλώσεις συμμετοχῆς γίνονται δεκταὶ ἀπὸ τοῦδε εἰς τὰ γραφεῖα τῆς Διεθνοῦς Ἐκθέσεως. Ἤδη ἐνδιαφέρον ἐξεδήλωσαν ἐκθέται ἐκ Γερμανίας, Ἰταλίας, Γαλλίας, Βελγίου καὶ Ὀλλανδίας. xyxy=(774,1558,958,1664)
suspicions-label: ΑΙ ΥΠΟΨΙΑΙ xyxy=(1243,777,1285,787)
bus-fire-headline-1: Λεωφορεῖον ΟΑΣΘ μὲ 80 ἐπιβάτας xyxy=(24,40,396,75)
kidnap-photo-caption: Τὸ κιβώτιον, ἐντὸς τοῦ ὁποίου ἀνευρέθη ὑπὸ Ἰταλῶν τελωνειακῶν ὑπαλλήλων, ὁ Γιοσέφ Νικόλαν Ἀβρεῖτος, ὁ δεδεμένος καὶ ἀναίσθητος. Τοῦτο εἶχε ποταποποιηθῆναι Τρι διπλωματικὸν σάκκον εἰς τὸ Κάιρον. Παραπλεύρως ἐπάνω: παρὰ τὴν θέσιν τοῦ, τοξιδίου, διπλωματικοῦ μπορείτε Ἰταλοῖ Ἔμμεν ὁ τετοιούτ δλῆ... xyxy=(968,589,1560,618)
children-fire-subheadline: ΣΥΝΕΠΕΙΑ ΠΥΡΚΑΓΙΑΣ xyxy=(452,1621,551,1631)
festival-headline: ΔΙΑΒΑΛΚΑΝΙΚΟΝ ΦΕΣΤΙΒΑΛ ΕΙΣ ΤΗΝ ΚΑΒΑΛΑΝ xyxy=(968,1778,1166,1803)
officers-charged-headline: ΔΥΟ ΑΚΟΜΗ ΑΞΙΩΜΑΤΙΚΟΙ ΚΑΤΗΓΟΡΗΘΗΣΑΝ ΕΠΙ ΤΩΝ ΜΗΝΥΣΕΩΝ ΤΟΥ ΠΑΓΚΡΑΤΙΔΗ xyxy=(429,1993,575,2028)
lottery-table1-header xyxy=(428,128,958,138)
questioned-label: ΑΝΕΣΚΡΙΘΗΣΑΝ xyxy=(1435,716,1494,726)
russian-marriage-headline: ΟΙ ΡΩΣΣΟΙ ΠΡΟΤΙΜΟΥΝ ΤΟΥΣ ΓΑΜΟΥΣ ΕΞ ΕΡΩΤΟΣ xyxy=(220,666,418,694)
other-accidents-label: ΑΛΛΑ ΑΤΥΧΗΜΑΤΑ xyxy=(84,415,151,425)
col3-lower-left xyxy=(968,1492,1166,2199)
pianist-recital-story xyxy=(24,1592,420,2275)
col1-upper-block xyxy=(24,278,420,1347)
col-header: ΔΡΑΧ. xyxy=(905,129,957,137)
lottery-headline: Οἱ κερδίζοντες ἀριθμοὶ τοῦ ἐθνικοῦ λαχείου xyxy=(428,26,889,58)
cocoons-body: ΑΘΗΝΑΙ, 18.– Ἀπεφασίσθη ἡ ἐπιδότησις τῶν κουκουλίων νέας παραγωγῆς διὰ τὴν ἐνίσχυσιν τῶν σηροτρόφων. xyxy=(968,2025,1166,2054)
expo-subheadline: ΕΥΟΙΩΝΟΙ ΠΡΟΟΠΤΙΚΑΙ ΔΙΑ ΤΗΝ ΠΡΟΣΕ-ΧΗ ΠΕΡΙΟΔΟΝ ΤΗΣ ΔΙΕΘΝΟΥΣ ΕΚΘΕΣΕ-ΩΣ.– ΣΥΝΗΛΘΕΝ Η ΔΙΟΙΚΗΣΙΣ ΑΥΤΗΣ.– ΔΗΛΩΣΕΙΣ ΣΥΜΜΕΤΟΧΗΣ ΑΠΟ ΤΟΥΔΕ xyxy=(599,1497,943,1540)
col-header: ΑΡΙΘ. xyxy=(429,129,481,137)
pianist-recital-photo xyxy=(24,1615,420,2191)
col1-side-column xyxy=(220,278,418,1347)
col3-lower-right xyxy=(1174,1492,1558,2199)
column-middle xyxy=(428,18,958,2269)
column-rule xyxy=(962,18,963,2306)
expo-body-a: Συνῆλθε χθές, ὑπὸ τὴν προεδρίαν τοῦ κ. Π. Βελλίδη, ἡ διοίκησις τῆς Διεθνοῦς Ἐκθέσεως Θεσσαλονίκης, ἡ ὁποία ἠσχολήθη μὲ τὰς προετοιμασίας διὰ τὴν Ἔκθεσιν Χειροτεχνίας τῶν Κρατῶν–Μελῶν τῆς Κοινῆς Ἀγορᾶς. Ἡ ἔκθεσις θὰ λειτουργήσῃ κατὰ τὸν προσεχῆ μῆνα εἰς τὰ περίπτερα τῆς Διεθνοῦς Ἐκθέσεως. Ἤδη ἐδήλωσαν συμμετοχὴν αἱ περισσότεραι ἐκ τῶν χωρῶν–μελῶν, ἐνῶ ἀναμένονται καὶ ἄλλαι δηλώσεις. Κατὰ τὴν συνεδρίασιν ἐξητάσθησαν ἐπίσης τὰ ζητήματα τῆς προσεχοῦς περιόδου τῆς Διεθνοῦς Ἐκθέσεως, διὰ τὴν ὁποίαν αἱ προοπτικαὶ χαρακτηρίζονται εὐοίωνοι. xyxy=(584,1545,768,1682)
expo-headline: ΒΑΔΙΖΟΥΝ ΚΑΝΟΝΙΚΩΣ ΑΙ ΠΡΟΕΤΟΙΜΑΣΙΑΙ ΔΙΑ ΤΗΝ ΕΚΘΕΣΙΝ ΤΗΣ ΧΕΙΡΟΤΕΧΝΙΑΣ ΤΩΝ ΚΡΑΤΩΝ–ΜΕΛΩΝ ΤΗΣ ΚΟΙΝΗΣ ΑΓΟΡΑΣ xyxy=(587,1397,955,1493)
shopkeepers-headline: ΔΙΑΜΑΡΤΥΡΙΑ ΤΩΝ ΙΤΑΛΩΝ ΚΑΤΑΣΤΗΜΑΤΑΡΧΩΝ xyxy=(968,1492,1166,1517)
vtol-aircraft-body: ΟΥΑΣΙΓΚΤΩΝ, 18. (Ἠνωμ. Τύπος).– Τὸ πρῶτον ἀεροπλάνον κατακορύφου ἀπογειώσεως καὶ προσγειώσεως, τὸ ὁποῖον κατεσκεύασαν αἱ Ἡνωμέναι Πολιτεῖαι, ἐπραγματοποίησε δοκιμαστικὴν πτῆσιν μετ' ἐπιτυχίας. Τὸ ἀεροσκάφος ἀνέπτυξε ταχύτητα 900 χιλιομέτρων καθ' ὥραν. xyxy=(428,1428,576,1504)
fraud-body: ΑΘΗΝΑΙ, 18.– Κατεδικάσθησαν ὑπὸ τοῦ πλημμελειοδικείου δύο ἄτομα διὰ ἀπόπειραν ἀπάτης εἰς βάρος ἐμπόρου. xyxy=(968,1924,1166,1953)
kidnap-headline-3: καὶ τῶν δύο Αἰγυπτίων διπλωματῶν xyxy=(1001,104,1528,133)
col-header: ΑΡΙΘ. xyxy=(851,129,904,137)
vtol-aircraft-headline: ΑΕΡΟΠΛΑΝΟΝ ΚΑΤΑΚΟΡΥΦΟΥ ΑΠΟΓΕΙΩΣΕΩΣ xyxy=(428,1378,576,1415)
crate-image xyxy=(1165,417,1559,585)
kidnap-headline-1: Ἀνεξιχνίαστοι παραμένουν οἱ λόγοι xyxy=(1008,41,1521,69)
cocoons-headline: ΕΠΙΔΟΤΗΣΙΣ ΚΟΥΚΟΥΛΙΩΝ ΝΕΑΣ ΠΑΡΑΓΩΓΗΣ xyxy=(968,1999,1166,2025)
lottery-table2-title: ΚΕΡΔΗ ΔΡΑΧΜΩΝ 1500 xyxy=(565,359,821,377)
doctor-kicker: ΜΕΧΡΙ ΤΗΣ ΠΡΟΣΕΧΟΥΣ ΔΕΥΤΕΡΑΣ xyxy=(1174,1492,1558,1509)
column-rule xyxy=(424,18,425,2306)
austrian-police-subheadline: ΗΤΟ ΝΑΖΙΣΤΗΣ xyxy=(107,1420,172,1430)
car-crash-subheadline: ΤΡΕΙΣ ΟΙ ΝΕΚΡΟΙ xyxy=(281,539,356,549)
tax-officer-subheadline: ΕΦΟΡΟΣ ΕΦΟΝΕΥΘΗ ΕΚ ΣΥΓΚΡΟΥΣΕΩΣ xyxy=(24,251,420,272)
expo-body-b xyxy=(774,1545,958,1832)
kidnap-kicker: ΣΥΝΕΧΙΖΕΤΑΙ ΑΚΟΜΗ ΤΟ ΜΥΣΤΗΡΙΟΝ xyxy=(1129,19,1400,36)
children-fire-body: ΠΡΑΓΑ, 18. (Ἠνωμ. Τύπος).– Πέντε παιδάκια ἀπηνθρακώθησαν ἐντὸς τῆς οἰκίας των συνεπείᾳ πυρκαγιᾶς, ἡ ὁποία ἐξερράγη ἐνῶ οἱ γονεῖς των εὑρίσκοντο εἰς τὴν ἐργασίαν των. Τὰ παιδιὰ ἦσαν ἡλικίας ἀπὸ 2 ἕως 9 ἐτῶν. xyxy=(428,1633,576,1690)
kidnap-main-body: ΕΝΤΟΝΟΣ ΔΙΑΜΑΡΤΥΡΙΑ Ἡ ἰταλικὴ κυβέρνησις ὑπέβαλεν ἔντονον διαμαρτυρίαν πρὸς τὴν πρεσβείαν τῆς ΗΑΔ διὰ τὴν ἀπόπειραν ἀπαγωγῆς. Τὸ ὑπουργεῖον Ἐξωτερικῶν ἐκάλεσε τὸν πρεσβευτὴν καὶ τοῦ ἐπέδωσε σχετικὸν ὑπόμνημα. Εἰς τὸ ὑπόμνημα τονίζεται ὅτι ἡ ἐνέργεια τῶν δύο διπλωματῶν ἀποτελεῖ κατάφωρον παραβίασιν τῆς διπλωματικῆς ἀσυλίας καὶ τῶν διεθνῶν συνθηκῶν. ΣΥΝΕΧΙΖΟΝΤΑΙ ΑΙ ΕΡΕΥΝΑΙ Κατὰ τὸ πρακτορεῖον «Ἄνσα» μετέβησαν εἰς τὴν Ρώμην καὶ ἀξιωματικοὶ τῆς ἀστυνομίας, οἱ ὁποῖοι ἀναζητοῦν στοιχεῖα διὰ τὴν ταυτότητα τοῦ Μαρουνοῦ. Κατὰ τὰς πρώτας ἐνδείξεις, οὗτος ἦτο πράκτωρ τῆς Ἰσραηλινῆς ὑπηρεσίας πληροφοριῶν. Αἱ ἀρχαὶ ἐξετάζουν ἐπίσης τὸ ἐνδεχόμενον ὁ Μαρουνὸς νὰ εἶχεν ἀποκαλύψει μυστικὰ τῆς αἰγυπτιακῆς πρεσβείας εἰς ξένας ὑπηρεσίας. ΑΝΑΚΟΙΝΩΣΙΣ ΤΗΣ ΠΡΕΣΒΕΙΑΣ Ἐξ ἄλλου, ἡ πρεσβεία τῆς ΗΑΔ ἐξέδωσεν ἀνακοίνωσιν, διὰ τῆς ὁποίας ἀρνεῖται ὅτι ἐπρόκειτο περὶ ἀπαγωγῆς. Κατὰ τὴν ἀνακοίνωσιν, ὁ Μαρουνὸς ἦτο ἀσθενὴς καὶ ἐπρόκειτο νὰ μεταφερθῇ εἰς τὸ Κάιρον πρὸς νοσηλείαν. ΑΙ ΜΕΤΑΚΙΝΗΣΕΙΣ ΤΟΥ Ἀναφέρεται ὅτι ὁ Μαρουνὸς εἶχε ταξιδεύσει κατὰ τοὺς τελευταίους μῆνας εἰς πολλὰς εὐρωπαϊκὰς πρωτευούσας, μεταξὺ τῶν ὁποίων Λονδῖνον, Παρισίους καὶ Βόνην. Ἡ ἀστυνομία προσπαθεῖ νὰ ἐξακριβώσῃ τὸν σκοπὸν τῶν ταξιδίων αὐτῶν. ΑΙ ΥΠΟΨΙΑΙ Εἰς τοὺς πολιτικοὺς κύκλους τῆς Ρώμης ἐπικρατεῖ ἡ ἄποψις ὅτι ἡ ὑπόθεσις θὰ ἔχῃ σοβαρὰς ἐπιπτώσεις εἰς τὰς σχέσεις μεταξὺ Ἰταλίας καὶ ΗΑΔ. ΚΑΤΑΣΚΟΠΟΣ ΤΟΥ ΙΣΡΑΗΛ ΡΩΜΗ, 18. (Ρόυτερ).– Ἐκ πηγῆς ἀσφαλοῦς πληροφορούμεθα ὅτι ὁ Μαρουνὸς ἦτο κατάσκοπος τοῦ Ἰσραὴλ καὶ ὅτι ἡ ἀπόπειρα ἀπαγωγῆς του ὀφείλεται εἰς τὴν ἀποκάλυψιν τῶν δραστηριοτήτων του. ΑΝΕΣΚΡΙΘΗΣΑΝ ΡΩΜΗ, 18. (Ρόυτερ).– Ἀνεκρίθησαν σήμερον ὑπὸ τῆς ἀστυνομίας οἱ ὑπάλληλοι τοῦ ἀεροδρομίου, οἱ ὁποῖοι ἀνεῦρον τὸ κιβώτιον. Οὗτοι κατέθεσαν ὅτι ἤκουσαν φωνὰς ἐκ τοῦ ἐσωτερικοῦ τοῦ κιβωτίου. ΝΕΑ ΠΑΡΑΣΤΑΣΙΣ Ἡ ἰταλικὴ κυβέρνησις θὰ προβῇ εἰς νέαν παράστασιν πρὸς τὴν κυβέρνησιν τῆς ΗΑΔ, ζητοῦσα τὴν τιμωρίαν τῶν ὑπευθύνων. xyxy=(968,634,1560,816)
bus-fire-headline-2: ἀνεφλέγη τὴν νύκτα εἰς Βαρδάρι xyxy=(24,79,374,115)
